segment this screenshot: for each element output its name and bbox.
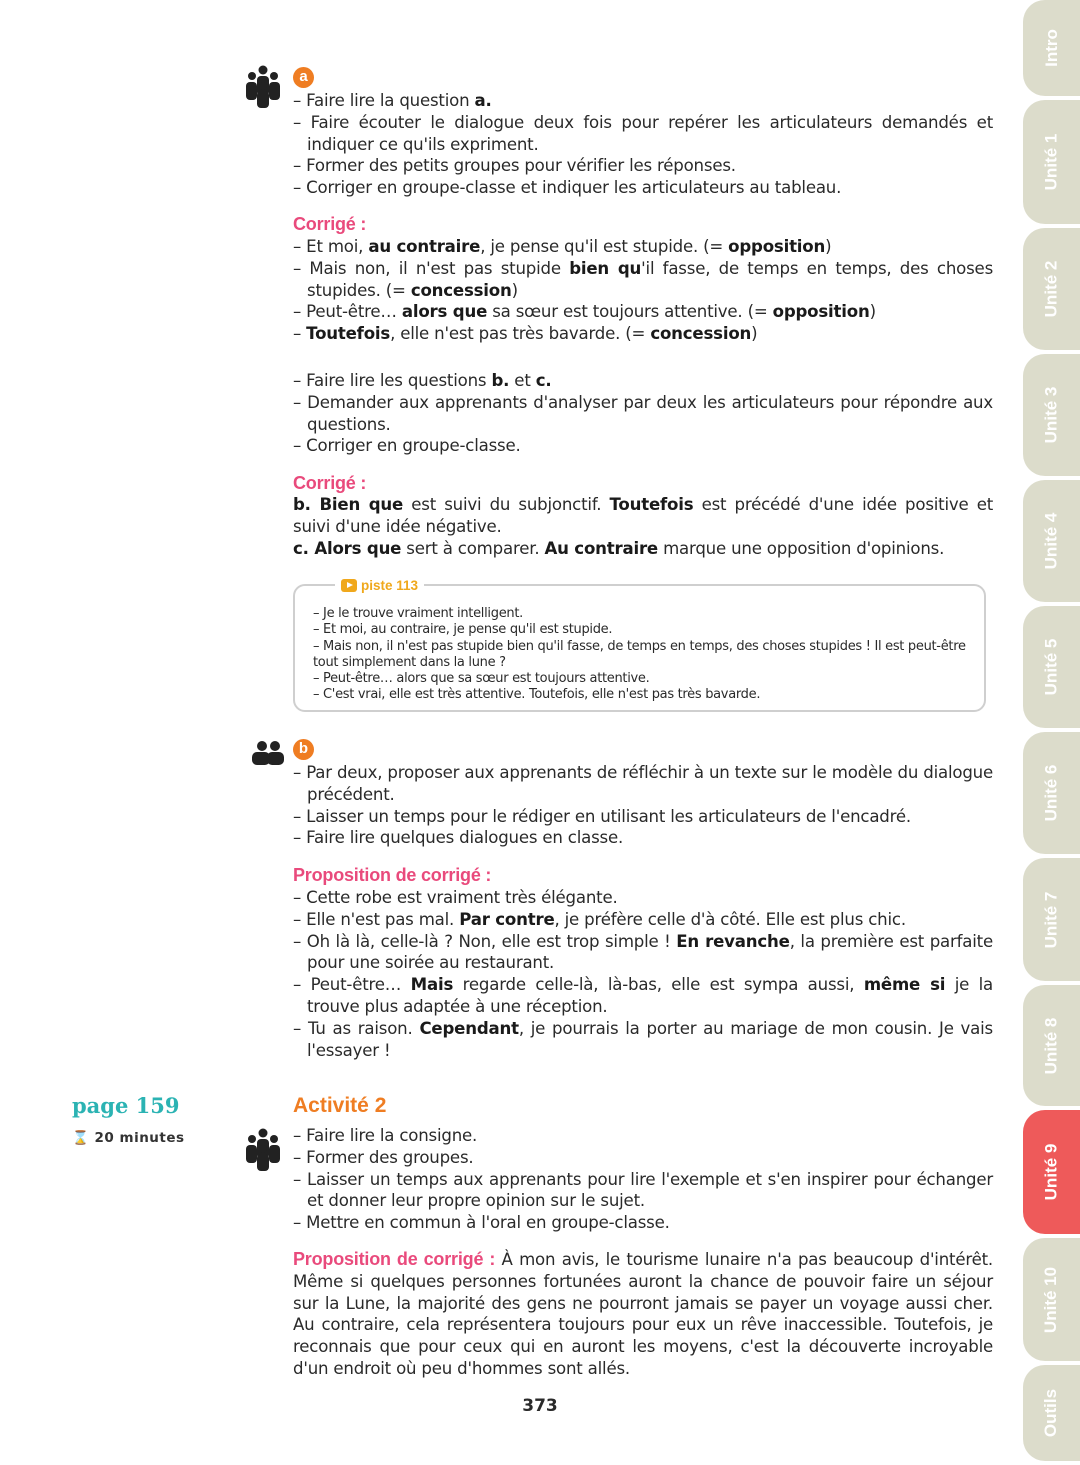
tab-label: Unité 5 (1041, 638, 1061, 696)
transcript-line: – Mais non, il n'est pas stupide bien qu'il fasse, de temps en temps, des choses stupides ! Il est peut-être tout simplement dans la lune ? (313, 638, 966, 670)
list-item: – Par deux, proposer aux apprenants de réfléchir à un texte sur le modèle du dialogue précédent. (293, 763, 993, 804)
list-item: – Laisser un temps pour le rédiger en utilisant les articulateurs de l'encadré. (293, 806, 911, 826)
step-badge-a: a (293, 67, 314, 88)
corrige-bc-heading: Corrigé : (293, 473, 367, 493)
corrige-a (293, 236, 993, 345)
tab-unite-9[interactable] (1023, 1110, 1080, 1234)
tab-label: Outils (1041, 1388, 1061, 1438)
audio-track-label[interactable]: piste 113 (335, 578, 424, 593)
list-item: – Elle n'est pas mal. Par contre, je préfère celle d'à côté. Elle est plus chic. (293, 909, 906, 929)
page-number: 373 (522, 1396, 558, 1416)
step-badge-b: b (293, 739, 314, 760)
tab-unite-6[interactable] (1023, 732, 1080, 854)
duration: ⌛ 20 minutes (72, 1130, 185, 1146)
list-item: – Et moi, au contraire, je pense qu'il est stupide. (= opposition) (293, 237, 832, 256)
list-item: – Corriger en groupe-classe et indiquer les articulateurs au tableau. (293, 178, 842, 198)
play-icon (341, 579, 357, 592)
tab-label: Unité 6 (1041, 764, 1061, 822)
list-item: – Demander aux apprenants d'analyser par deux les articulateurs pour répondre aux questions. (293, 392, 993, 434)
list-item: – Oh là là, celle-là ? Non, elle est trop simple ! En revanche, la première est parfaite pour une soirée au restaurant. (293, 931, 993, 973)
list-item: b. Bien que est suivi du subjonctif. Toutefois est précédé d'une idée positive et suivi d'une idée négative. (293, 495, 994, 536)
tab-label: Unité 7 (1041, 891, 1061, 948)
tab-unite-5[interactable] (1023, 606, 1080, 728)
transcript-line: – C'est vrai, elle est très attentive. Toutefois, elle n'est pas très bavarde. (313, 687, 761, 703)
tab-label: Unité 8 (1041, 1017, 1061, 1074)
page-reference: page 159 (72, 1093, 180, 1118)
tab-label: Unité 4 (1041, 512, 1061, 570)
proposition-heading: Proposition de corrigé : (293, 865, 492, 885)
list-item: – Mettre en commun à l'oral en groupe-classe. (293, 1213, 670, 1233)
list-item: – Tu as raison. Cependant, je pourrais la porter au mariage de mon cousin. Je vais l'essayer ! (293, 1018, 993, 1060)
transcript-line: – Je le trouve vraiment intelligent. (313, 606, 523, 621)
list-item: – Toutefois, elle n'est pas très bavarde. (= concession) (293, 324, 758, 344)
list-item: – Peut-être… Mais regarde celle-là, là-bas, elle est sympa aussi, même si je la trouve plus adaptée à une réception. (293, 975, 994, 1016)
tab-label: Unité 9 (1041, 1143, 1061, 1201)
corrige-heading: Corrigé : (293, 214, 367, 234)
tab-unite-10[interactable] (1023, 1238, 1080, 1361)
transcript-lines (313, 606, 978, 704)
list-item: – Peut-être… alors que sa sœur est toujours attentive. (= opposition) (293, 302, 876, 322)
activity-title: Activité 2 (293, 1094, 387, 1117)
tab-label: Unité 10 (1041, 1266, 1061, 1333)
list-item: c. Alors que sert à comparer. Au contraire marque une opposition d'opinions. (293, 538, 945, 558)
list-item: – Faire lire la question a. (293, 91, 492, 110)
tab-intro[interactable] (1023, 0, 1080, 96)
tab-unite-3[interactable] (1023, 354, 1080, 476)
transcript-line: – Et moi, au contraire, je pense qu'il est stupide. (313, 622, 613, 638)
tab-unite-8[interactable] (1023, 985, 1080, 1106)
list-item: – Faire lire les questions b. et c. (293, 371, 552, 390)
tab-unite-7[interactable] (1023, 858, 1080, 981)
tab-label: Unité 1 (1041, 133, 1061, 191)
corrige-bc (293, 494, 993, 559)
audio-transcript-box (293, 578, 986, 712)
tab-label: Unité 3 (1041, 386, 1061, 444)
section-bc-instructions (293, 370, 993, 457)
list-item: – Former des petits groupes pour vérifier les réponses. (293, 156, 736, 176)
pair-icon (252, 740, 284, 766)
list-item: – Corriger en groupe-classe. (293, 436, 521, 456)
list-item: – Faire lire quelques dialogues en classe. (293, 828, 624, 848)
list-item: – Former des groupes. (293, 1147, 474, 1167)
tab-unite-2[interactable] (1023, 228, 1080, 350)
tab-unite-4[interactable] (1023, 480, 1080, 602)
group-icon (246, 64, 280, 108)
section-a-instructions (293, 90, 993, 199)
hourglass-icon: ⌛ (72, 1130, 90, 1146)
list-item: – Mais non, il n'est pas stupide bien qu'il fasse, de temps en temps, des choses stupides. (= concession) (293, 258, 994, 300)
list-item: – Cette robe est vraiment très élégante. (293, 888, 618, 907)
list-item: – Laisser un temps aux apprenants pour lire l'exemple et s'en inspirer pour échanger et donner leur propre opinion sur le sujet. (293, 1169, 993, 1211)
transcript-line: – Peut-être… alors que sa sœur est toujours attentive. (313, 671, 650, 687)
activity2-instructions (293, 1125, 993, 1234)
list-item: – Faire écouter le dialogue deux fois pour repérer les articulateurs demandés et indiquer ce qu'ils expriment. (293, 112, 993, 154)
tab-unite-1[interactable] (1023, 100, 1080, 224)
group-icon (246, 1127, 280, 1171)
list-item: – Faire lire la consigne. (293, 1126, 478, 1145)
tab-label: Unité 2 (1041, 260, 1061, 318)
tab-label: Intro (1041, 29, 1061, 67)
activity2-proposition: Proposition de corrigé : À mon avis, le tourisme lunaire n'a pas beaucoup d'intérêt. Même si quelques personnes fortunées auront la chance de pouvoir faire un séjour sur la Lune, la majorité des gens ne pourront jamais se payer un voyage aussi cher. Au contraire, cela représentera toujours pour eux un rêve inaccessible. Toutefois, je reconnais que pour ceux qui en auront les moyens, c'est la découverte incroyable d'un endroit où peu d'hommes sont allés. (293, 1249, 993, 1378)
section-b-instructions (293, 762, 993, 849)
proposition-b (293, 887, 993, 1061)
